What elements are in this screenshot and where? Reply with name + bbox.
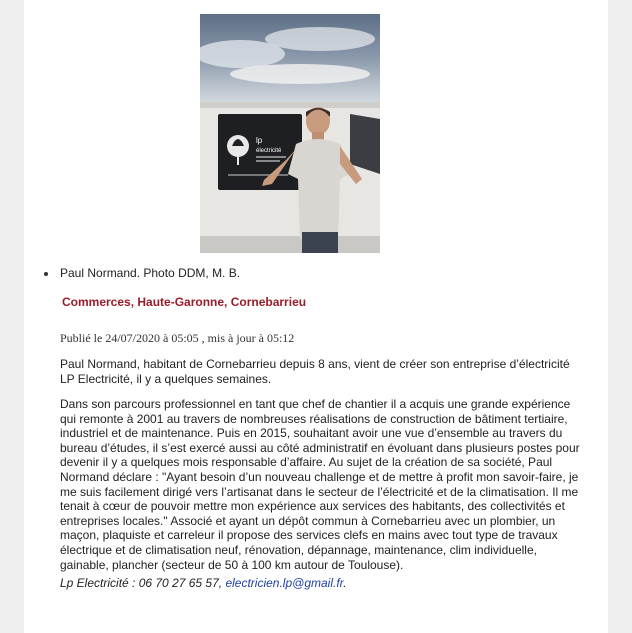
- article-paragraph: Dans son parcours professionnel en tant que chef de chantier il a acquis une grande expérience qui remonte à 2001 au travers de nombreuses réalisations de construction de bâtiment tertiaire, industriel et de maintenance. Puis en 2015, souhaitant avoir une vue d’ensemble au travers du bureau d’études, il s’est exercé aussi au côté administratif en évoluant dans plusieurs postes pour devenir il y a quelques mois responsable d’affaire. Au sujet de la création de sa société, Paul Normand déclare : "Ayant besoin d’un nouveau challenge et de mettre à profit mon savoir-faire, je me suis facilement dirigé vers l’artisanat dans le secteur de l’électricité et de la climatisation. Il me tenait à cœur de pouvoir mettre mon expérience aux services des habitants, des collectivités et entreprises locales." Associé et ayant un dépôt commun à Cornebarrieu avec un plombier, un maçon, plaquiste et carreleur il propose des services clefs en mains avec tout type de travaux électrique et de climatisation neuf, rénovation, dépannage, maintenance, clim individuelle, gainable, plancher (secteur de 50 à 100 km autour de Toulouse).: [60, 397, 580, 572]
- article-photo: [200, 14, 380, 253]
- photo-caption: Paul Normand. Photo DDM, M. B.: [44, 266, 240, 280]
- photo-caption-list: [44, 266, 240, 280]
- article-paragraph: Paul Normand, habitant de Cornebarrieu depuis 8 ans, vient de créer son entreprise d’électricité LP Electricité, il y a quelques semaines.: [60, 357, 570, 386]
- panel-brand: lp: [256, 136, 263, 145]
- contact-line: [60, 576, 347, 590]
- contact-phone: Lp Electricité : 06 70 27 65 57,: [60, 576, 226, 590]
- contact-email-link[interactable]: electricien.lp@gmail.fr: [225, 576, 344, 590]
- category-links[interactable]: Commerces, Haute-Garonne, Cornebarrieu: [62, 295, 307, 309]
- publish-date: Publié le 24/07/2020 à 05:05 , mis à jour à 05:12: [60, 331, 295, 345]
- article-photo-illustration: [200, 14, 380, 253]
- contact-suffix: .: [343, 576, 347, 590]
- panel-title: électricité: [256, 148, 282, 154]
- article-page: [24, 0, 608, 633]
